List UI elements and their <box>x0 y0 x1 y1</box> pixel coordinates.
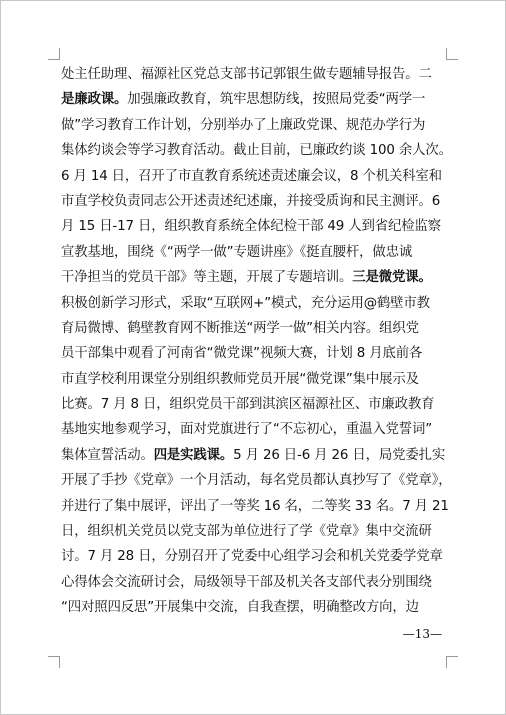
text-line <box>61 443 446 468</box>
text-run: 干净担当的党员干部》等主题，开展了专题培训。 <box>61 270 353 286</box>
text-line <box>61 341 446 366</box>
text-run: 6 月 14 日，召开了市直教育系统述责述廉会议，8 个机关科室和 <box>61 168 442 184</box>
text-run: 做”学习教育工作计划，分别举办了上廉政党课、规范办学行为 <box>61 117 426 133</box>
text-run: 员干部集中观看了河南省“微党课”视频大赛，计划 8 月底前各 <box>61 346 423 362</box>
text-line <box>61 240 446 265</box>
crop-mark-top-right <box>446 48 458 60</box>
text-line <box>61 291 446 316</box>
text-line <box>61 494 449 519</box>
text-line <box>61 570 446 595</box>
text-run: 集体约谈会等学习教育活动。截止目前，已廉政约谈 100 余人次。 <box>61 143 452 159</box>
section-heading-lianzheng: 是廉政课。 <box>61 92 128 108</box>
text-run: 5 月 26 日-6 月 26 日，局党委扎实 <box>233 447 446 463</box>
text-run: 讨。7 月 28 日，分别召开了党委中心组学习会和机关党委学党章 <box>61 549 443 565</box>
text-line <box>61 265 446 290</box>
text-line <box>61 544 446 569</box>
text-run: 开展了手抄《党章》一个月活动，每名党员都认真抄写了《党章》， <box>61 473 452 489</box>
text-line <box>61 519 446 544</box>
text-run: 并进行了集中展评，评出了一等奖 16 名，二等奖 33 名。7 月 21 <box>61 498 449 514</box>
text-line <box>61 138 452 163</box>
text-line <box>61 189 446 214</box>
text-run: 心得体会交流研讨会，局级领导干部及机关各支部代表分别围绕 <box>61 574 432 590</box>
text-line <box>61 214 446 239</box>
text-line <box>61 468 452 493</box>
text-run: 宣教基地，围绕《“两学一做”专题讲座》《挺直腰杆，做忠诚 <box>61 244 413 260</box>
text-line <box>61 164 446 189</box>
text-run: 处主任助理、福源社区党总支部书记郭银生做专题辅导报告。二 <box>61 67 432 82</box>
text-run: “四对照四反思”开展集中交流，自我查摆，明确整改方向，边 <box>61 600 419 616</box>
crop-mark-top-left <box>48 48 60 60</box>
crop-mark-bottom-right <box>446 656 458 668</box>
text-run: 加强廉政教育，筑牢思想防线，按照局党委“两学一 <box>127 92 426 108</box>
text-run: 积极创新学习形式，采取“互联网+”模式，充分运用@鹤壁市教 <box>61 295 430 311</box>
text-run: 比赛。7 月 8 日，组织党员干部到淇滨区福源社区、市廉政教育 <box>61 397 435 413</box>
text-line <box>61 392 446 417</box>
text-line <box>61 367 446 392</box>
text-line <box>61 87 446 112</box>
text-run: 月 15 日-17 日，组织教育系统全体纪检干部 49 人到省纪检监察 <box>61 219 441 235</box>
text-run: 基地实地参观学习，面对党旗进行了“不忘初心，重温入党誓词” <box>61 422 433 438</box>
text-run: 市直学校利用课堂分别组织教师党员开展“微党课”集中展示及 <box>61 371 419 387</box>
section-heading-shijianke: 四是实践课。 <box>153 447 234 463</box>
text-run: 育局微博、鹤壁教育网不断推送“两学一做”相关内容。组织党 <box>61 320 419 336</box>
section-heading-weidangke: 三是微党课。 <box>352 270 432 286</box>
text-run: 日，组织机关党员以党支部为单位进行了学《党章》集中交流研 <box>61 524 432 540</box>
text-line <box>61 316 446 341</box>
text-line <box>61 62 446 87</box>
text-line <box>61 113 446 138</box>
text-run: 市直学校负责同志公开述责述纪述廉，并接受质询和民主测评。6 <box>61 193 441 209</box>
text-line <box>61 595 446 620</box>
text-run: 集体宣誓活动。 <box>61 447 154 463</box>
page-number: —13— <box>402 627 442 641</box>
text-line <box>61 417 446 442</box>
crop-mark-bottom-left <box>48 656 60 668</box>
document-body <box>61 62 452 621</box>
